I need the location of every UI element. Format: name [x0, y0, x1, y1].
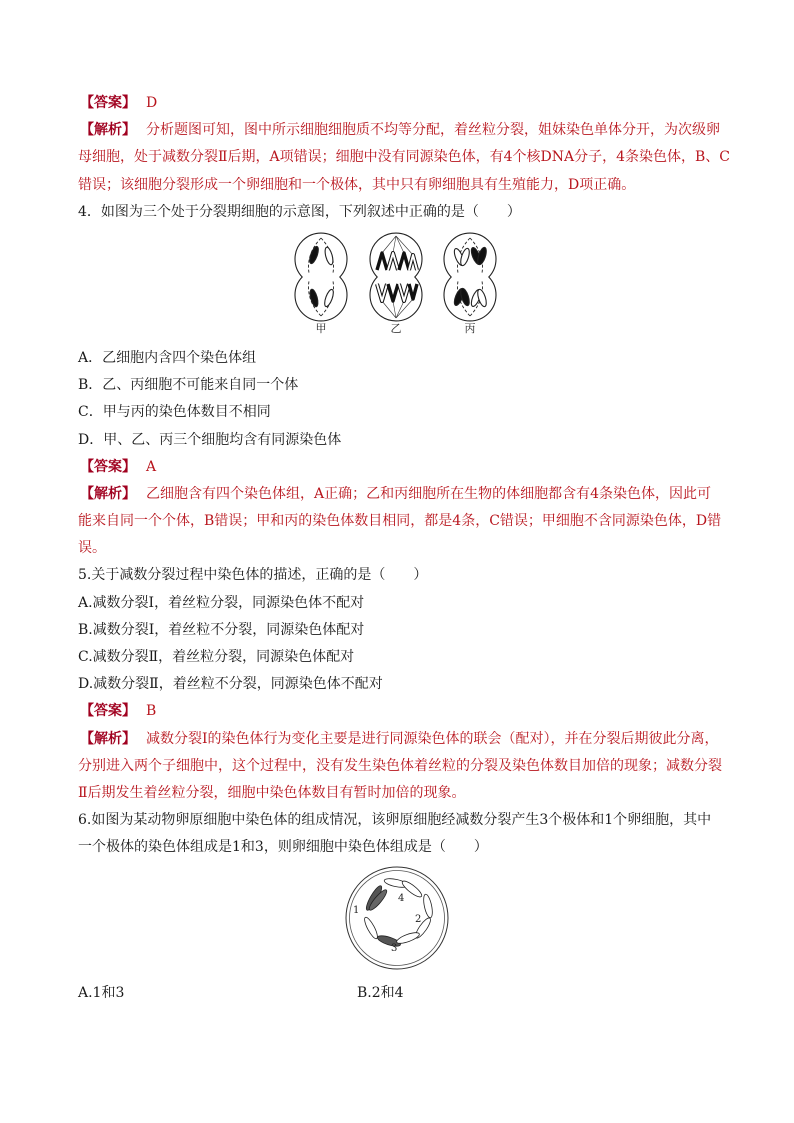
cell-jia: [295, 233, 347, 321]
q4-analysis-line: 误。: [78, 540, 106, 557]
q6-options: [78, 980, 738, 1007]
answer-label: 【答案】: [80, 95, 136, 111]
chromosome-label-3: 3: [391, 942, 398, 954]
q5-stem: 5.关于减数分裂过程中染色体的描述，正确的是（ ）: [78, 567, 428, 584]
chromosomes-lower: [377, 284, 417, 301]
q4-option-a: A．乙细胞内含四个染色体组: [78, 349, 257, 366]
document-page: [78, 90, 738, 1007]
cell-membrane: [295, 233, 347, 321]
chromosome: [324, 246, 335, 265]
cell-bing: [444, 233, 496, 321]
q5-analysis-line: 分别进入两个子细胞中，这个过程中，没有发生染色体着丝粒的分裂及染色体数目加倍的现象；减数分裂: [78, 757, 722, 774]
q6-stem-line: 一个极体的染色体组成是1和3，则卵细胞中染色体组成是（ ）: [78, 839, 488, 856]
q5-option-c: C.减数分裂Ⅱ，着丝粒分裂，同源染色体配对: [78, 649, 355, 665]
q6-option-a: A.1和3: [78, 984, 125, 1001]
q5-analysis-line: Ⅱ后期发生着丝粒分裂，细胞中染色体数目有暂时加倍的现象。: [78, 784, 466, 801]
chromosome: [308, 245, 320, 264]
q4-option-c: C．甲与丙的染色体数目不相同: [78, 404, 271, 421]
chromosome-label-2: 2: [415, 913, 422, 925]
answer-label: 【答案】: [80, 458, 136, 475]
q5-option-d: D.减数分裂Ⅱ，着丝粒不分裂，同源染色体不配对: [78, 676, 383, 693]
spindle: [382, 236, 413, 318]
q3-answer: [78, 90, 738, 117]
chromosome-label-4: 4: [398, 892, 405, 904]
cell-membrane: [370, 233, 422, 321]
q6-figure: [78, 862, 738, 980]
chromosomes-upper: [377, 253, 417, 270]
chromosome: [309, 288, 320, 307]
q6-option-b: B.2和4: [357, 984, 404, 1001]
q3-analysis-line: [78, 117, 738, 144]
q5-option-b: B.减数分裂Ⅰ，着丝粒不分裂，同源染色体配对: [78, 621, 365, 638]
analysis-label: 【解析】: [80, 122, 136, 139]
chromatid: [395, 930, 420, 945]
chromosome: [399, 253, 409, 270]
figure-label-jia: 甲: [315, 321, 327, 335]
cell-division-diagram: [78, 226, 718, 345]
q4-option-b: B．乙、丙细胞不可能来自同一个体: [78, 377, 299, 394]
figure-label-yi: 乙: [390, 321, 402, 335]
answer-value: A: [146, 458, 157, 475]
analysis-label: 【解析】: [80, 485, 136, 502]
q4-analysis-line: [78, 481, 738, 508]
analysis-text: 分析题图可知，图中所示细胞细胞质不均等分配，着丝粒分裂，姐妹染色单体分开，为次级卵: [146, 122, 720, 139]
q4-figure: [78, 226, 738, 345]
cell-membrane: [444, 233, 496, 321]
q5-analysis-line: [78, 726, 738, 753]
chromatid: [362, 915, 379, 939]
q4-answer: [78, 454, 738, 481]
q4-stem: 4．如图为三个处于分裂期细胞的示意图，下列叙述中正确的是（ ）: [78, 203, 521, 220]
chromosome: [409, 284, 417, 299]
cell-yi: [370, 233, 422, 321]
analysis-text: 乙细胞含有四个染色体组，A正确；乙和丙细胞所在生物的体细胞都含有4条染色体，因此可: [146, 485, 712, 502]
q4-analysis-line: 能来自同一个个体，B错误；甲和丙的染色体数目相同，都是4条，C错误；甲细胞不含同源染色体，D错: [78, 513, 722, 530]
q4-option-d: D．甲、乙、丙三个细胞均含有同源染色体: [78, 431, 342, 448]
q5-option-a: A.减数分裂Ⅰ，着丝粒分裂，同源染色体不配对: [78, 594, 365, 611]
answer-value: D: [146, 95, 158, 111]
figure-label-bing: 丙: [464, 321, 476, 335]
chromosome: [388, 284, 398, 301]
chromosome: [323, 288, 335, 307]
chromatid: [422, 893, 434, 918]
q3-analysis-line: 错误；该细胞分裂形成一个卵细胞和一个极体，其中只有卵细胞具有生殖能力，D项正确。: [78, 176, 636, 193]
q6-stem-line: 6.如图为某动物卵原细胞中染色体的组成情况，该卵原细胞经减数分裂产生3个极体和1个卵细胞，其中: [78, 812, 712, 829]
answer-value: B: [146, 703, 157, 720]
oogonium-chromosome-diagram: [78, 862, 718, 980]
chromosome-1: [364, 884, 389, 912]
chromosome: [377, 253, 387, 270]
chromosome-3: [376, 930, 420, 948]
q5-answer: [78, 698, 738, 725]
answer-label: 【答案】: [80, 703, 136, 720]
analysis-text: 减数分裂Ⅰ的染色体行为变化主要是进行同源染色体的联会（配对），并在分裂后期彼此分离，: [146, 730, 719, 747]
chromosome-label-1: 1: [353, 904, 360, 916]
analysis-label: 【解析】: [80, 730, 136, 747]
spindle: [458, 238, 483, 316]
q3-analysis-line: 母细胞，处于减数分裂Ⅱ后期，A项错误；细胞中没有同源染色体，有4个核DNA分子，4条染色体，B、C: [78, 149, 731, 166]
